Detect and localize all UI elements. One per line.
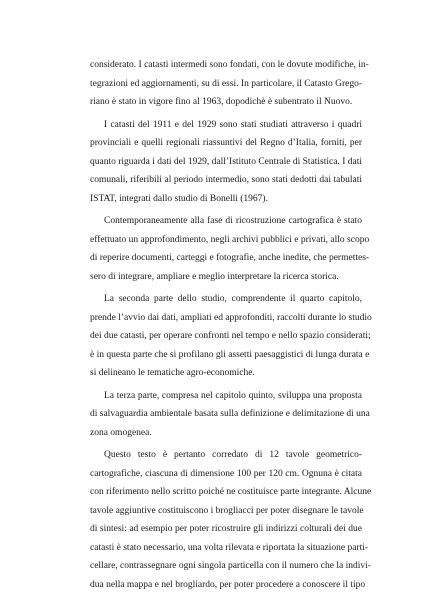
text-line: provinciali e quelli regionali riassuntivi del Regno d’Italia, forniti, per [90,138,362,148]
text-line: tegrazioni ed aggiornamenti, su di essi. In particolare, il Catasto Grego- [90,78,362,89]
text-line: zona omogenea. [90,427,152,438]
text-line: riano è stato in vigore fino al 1963, dopodichè è subentrato il Nuovo. [90,97,353,107]
paragraph [90,56,369,112]
text-line: cellare, contrassegnare ogni singola particella con il numero che la indivi- [90,561,371,571]
text-line: sero di integrare, ampliare e meglio interpretare la ricerca storica. [90,271,339,282]
paragraph [90,290,372,383]
text-line: effettuato un approfondimento, negli archivi pubblici e privati, allo scopo [90,234,370,245]
paragraph [90,116,362,209]
paragraph [90,446,372,594]
paragraph [90,387,370,443]
text-line: comunali, riferibili al periodo intermedio, sono stati dedotti dai tabulati [90,175,362,185]
text-line: è in questa parte che si profilano gli assetti paesaggistici di lunga durata e [90,349,370,360]
text-line: catasti è stato necessario, una volta rilevata e riportata la situazione parti- [90,542,369,553]
paragraph [90,212,370,286]
text-line: prende l’avvio dai dati, ampliati ed approfonditi, raccolti durante lo studio [90,312,372,323]
text-line: tavole aggiuntive costituiscono i brogliacci per poter disegnare le tavole [90,505,364,516]
text-line: cartografiche, ciascuna di dimensione 100 per 120 cm. Ognuna è citata [90,468,362,479]
text-line: ISTAT, integrati dallo studio di Bonelli (1967). [90,193,268,204]
text-line: di reperire documenti, carteggi e fotografie, anche inedite, che permettes- [90,253,370,263]
text-line: dei due catasti, per operare confronti nel tempo e nello spazio considerati; [90,331,371,341]
text-line: considerato. I catasti intermedi sono fondati, con le dovute modifiche, in- [90,60,369,70]
text-line: con riferimento nello scritto poiché ne costituisce parte integrante. Alcune [90,487,372,497]
text-line: I catasti del 1911 e del 1929 sono stati studiati attraverso i quadri [104,119,362,130]
text-line: Questo testo è pertanto corredato di 12 tavole geometrico- [104,450,362,460]
text-line: quanto riguarda i dati del 1929, dall’Istituto Centrale di Statistica. I dati [90,156,363,167]
text-line: dua nella mappa e nel brogliardo, per poter procedere a conoscere il tipo [90,579,366,590]
text-line: di sintesi: ad esempio per poter ricostruire gli indirizzi colturali dei due [90,524,362,534]
text-line: La terza parte, compresa nel capitolo quinto, sviluppa una proposta [104,390,362,401]
text-line: di salvaguardia ambientale basata sulla definizione e delimitazione di una [90,409,370,419]
text-line: La seconda parte dello studio, comprendente il quarto capitolo, [104,294,362,304]
document-page [90,56,372,594]
text-line: Contemporaneamente alla fase di ricostruzione cartografica è stato [104,216,362,226]
text-line: si delineano le tematiche agro-economiche. [90,368,255,378]
